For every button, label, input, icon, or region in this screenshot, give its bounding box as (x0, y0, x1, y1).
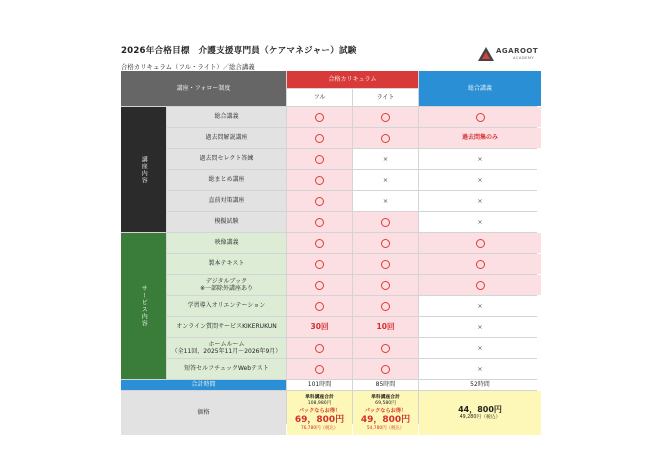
cell-full (287, 107, 352, 127)
row-label: 総まとめ講座 (167, 170, 286, 190)
row-label: 総合講義 (167, 107, 286, 127)
cross-mark: × (477, 364, 483, 373)
price-general (419, 391, 541, 435)
header-light: ライト (353, 89, 418, 106)
header-general: 総合講義 (419, 71, 541, 106)
cell-light (353, 275, 418, 295)
cell-general (419, 359, 541, 379)
pack-promo: パックならお得！ (298, 408, 341, 415)
cell-general (419, 170, 541, 190)
logo-accent-icon (482, 52, 490, 59)
general-price: 44，800円 (458, 405, 502, 414)
cell-light (353, 107, 418, 127)
category-courses: 講座内容 (121, 107, 166, 232)
cross-mark: × (477, 217, 483, 226)
circle-mark-icon (381, 281, 390, 290)
total-hours-full: 101時間 (287, 380, 352, 390)
cell-full (287, 233, 352, 253)
header-curriculum: 合格カリキュラム (287, 71, 418, 88)
highlight-value: 10回 (376, 322, 395, 332)
single-total-label: 単科講座合計 (305, 394, 334, 400)
circle-mark-icon (315, 134, 324, 143)
general-note: 過去問集のみ (461, 134, 498, 142)
pack-price-tax: 76,780円（税込） (300, 425, 339, 431)
cell-light (353, 212, 418, 232)
row-label: 学習導入オリエンテーション (167, 296, 286, 316)
cross-mark: × (477, 196, 483, 205)
circle-mark-icon (315, 344, 324, 353)
cell-light (353, 338, 418, 358)
circle-mark-icon (381, 344, 390, 353)
cross-mark: × (382, 154, 389, 163)
cell-general (419, 191, 541, 211)
cell-full (287, 149, 352, 169)
cell-general (419, 212, 541, 232)
cell-full (287, 254, 352, 274)
cell-light (353, 170, 418, 190)
logo-name: AGAROOT (496, 47, 539, 55)
circle-mark-icon (476, 260, 485, 269)
cell-full (287, 275, 352, 295)
cell-general (419, 149, 541, 169)
cell-light (353, 317, 418, 337)
circle-mark-icon (476, 239, 485, 248)
cross-mark: × (477, 301, 483, 310)
row-label: 直前対策講座 (167, 191, 286, 211)
single-total-label: 単科講座合計 (371, 394, 400, 400)
cell-general (419, 317, 541, 337)
cell-general (419, 275, 541, 295)
row-label: 映像講義 (167, 233, 286, 253)
cell-light (353, 296, 418, 316)
agaroot-logo (478, 45, 548, 65)
cell-light (353, 233, 418, 253)
cell-full (287, 359, 352, 379)
circle-mark-icon (315, 281, 324, 290)
page-title: 2026年合格目標 介護支援専門員（ケアマネジャー）試験 (121, 46, 357, 56)
cell-general (419, 338, 541, 358)
cross-mark: × (477, 343, 483, 352)
row-label: 過去問解説講座 (167, 128, 286, 148)
cell-general (419, 128, 541, 148)
row-label: デジタルブック ※一部除外講座あり (167, 275, 286, 295)
cell-full (287, 296, 352, 316)
row-label: 模擬試験 (167, 212, 286, 232)
circle-mark-icon (381, 218, 390, 227)
highlight-value: 30回 (310, 322, 329, 332)
circle-mark-icon (476, 281, 485, 290)
cell-light (353, 254, 418, 274)
circle-mark-icon (315, 239, 324, 248)
circle-mark-icon (315, 197, 324, 206)
comparison-table (121, 71, 537, 431)
circle-mark-icon (315, 155, 324, 164)
general-price-tax: 49,280円（税込） (459, 415, 501, 420)
circle-mark-icon (476, 113, 485, 122)
circle-mark-icon (315, 113, 324, 122)
row-label: 短答セルフチェックWebテスト (167, 359, 286, 379)
cell-general (419, 107, 541, 127)
circle-mark-icon (381, 239, 390, 248)
cell-light (353, 149, 418, 169)
cross-mark: × (477, 154, 483, 163)
header-main: 講座・フォロー制度 (121, 71, 286, 106)
pack-price-tax: 54,780円（税込） (366, 425, 405, 431)
circle-mark-icon (381, 365, 390, 374)
total-hours-light: 85時間 (353, 380, 418, 390)
total-hours-label: 合計時間 (121, 380, 286, 390)
circle-mark-icon (381, 302, 390, 311)
cross-mark: × (382, 196, 389, 205)
row-label: オンライン質問サービスKIKERUKUN (167, 317, 286, 337)
single-total-value: 108,980円 (307, 400, 332, 406)
price-label: 価格 (121, 391, 286, 435)
cell-general (419, 296, 541, 316)
cell-light (353, 359, 418, 379)
cell-full (287, 170, 352, 190)
row-label: ホームルーム （全11回、2025年11月～2026年9月） (167, 338, 286, 358)
single-total-value: 69,580円 (375, 400, 396, 406)
logo-sub: ACADEMY (513, 56, 535, 60)
circle-mark-icon (315, 302, 324, 311)
header-full: フル (287, 89, 352, 106)
price-light (353, 391, 418, 435)
cell-full (287, 317, 352, 337)
circle-mark-icon (381, 260, 390, 269)
pack-promo: パックならお得！ (364, 408, 407, 415)
page-subtitle: 合格カリキュラム（フル・ライト）／総合講義 (121, 63, 255, 71)
cross-mark: × (382, 175, 389, 184)
category-services: サービス内容 (121, 233, 166, 379)
circle-mark-icon (381, 134, 390, 143)
circle-mark-icon (315, 365, 324, 374)
cell-light (353, 128, 418, 148)
cell-full (287, 128, 352, 148)
circle-mark-icon (315, 260, 324, 269)
circle-mark-icon (315, 176, 324, 185)
cross-mark: × (477, 175, 483, 184)
cross-mark: × (477, 322, 483, 331)
pack-price: 69，800円 (294, 414, 345, 425)
cell-general (419, 254, 541, 274)
row-label: 製本テキスト (167, 254, 286, 274)
price-full (287, 391, 352, 435)
total-hours-general: 52時間 (419, 380, 541, 390)
row-label: 過去問セレクト答練 (167, 149, 286, 169)
cell-general (419, 233, 541, 253)
pack-price: 49，800円 (360, 414, 411, 425)
circle-mark-icon (315, 218, 324, 227)
cell-full (287, 191, 352, 211)
cell-full (287, 212, 352, 232)
circle-mark-icon (381, 113, 390, 122)
cell-full (287, 338, 352, 358)
cell-light (353, 191, 418, 211)
